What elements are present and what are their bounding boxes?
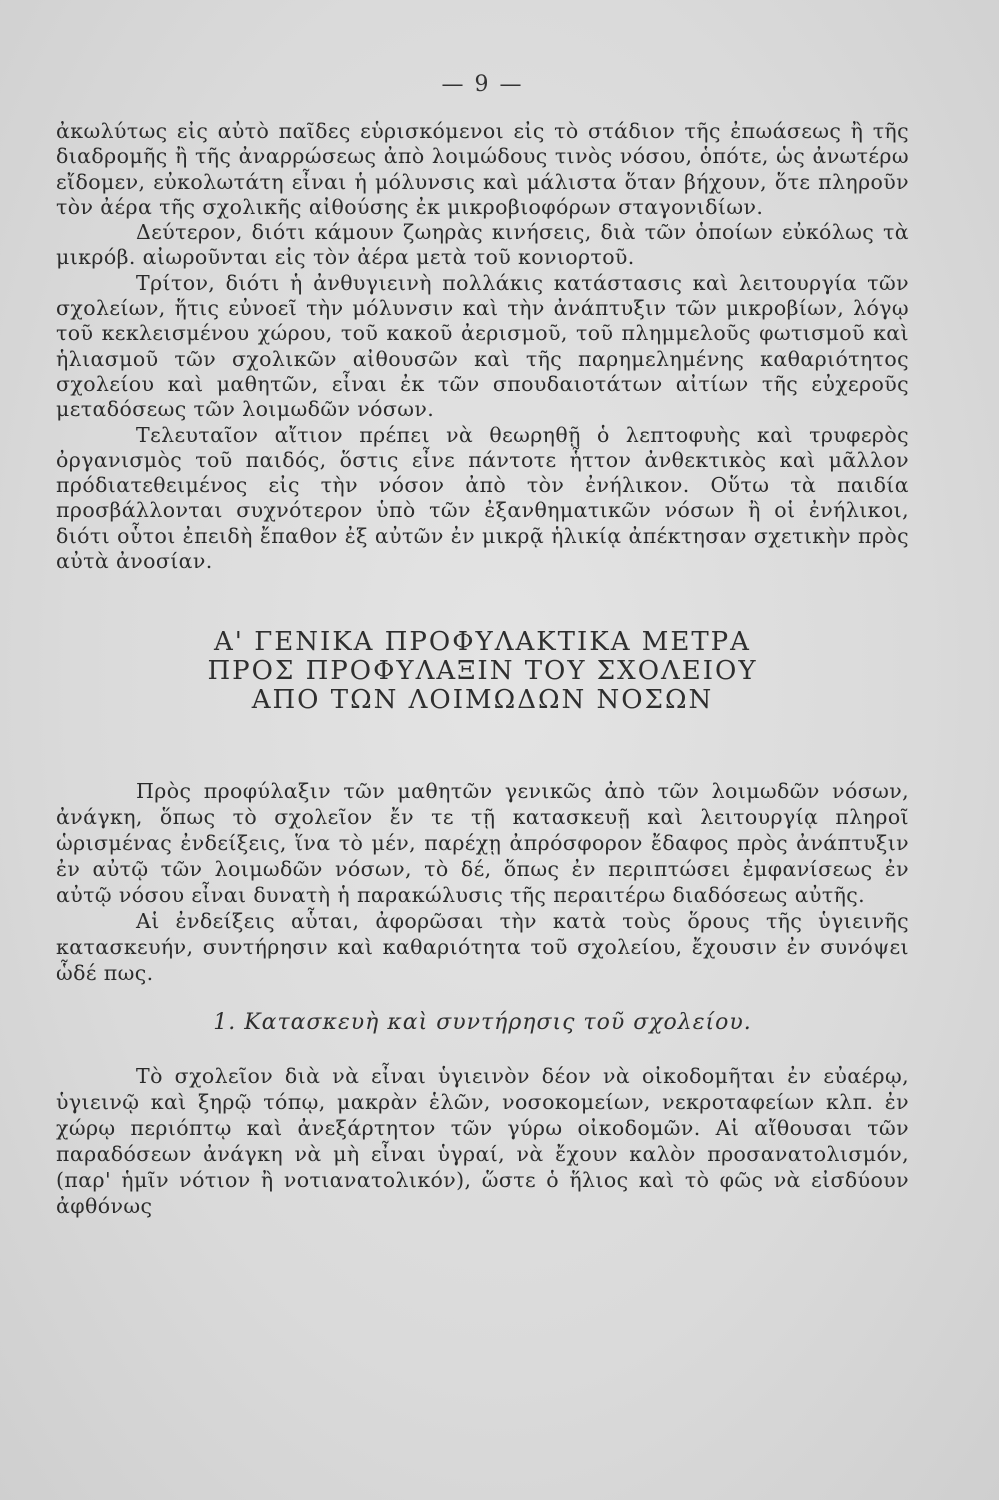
section-heading-line: Α' ΓΕΝΙΚΑ ΠΡΟΦΥΛΑΚΤΙΚΑ ΜΕΤΡΑ <box>214 627 751 658</box>
section-heading-line: ΠΡΟΣ ΠΡΟΦΥΛΑΞΙΝ ΤΟΥ ΣΧΟΛΕΙΟΥ <box>207 656 758 687</box>
page-number: — 9 — <box>441 72 524 97</box>
paragraph: Τὸ σχολεῖον διὰ νὰ εἶναι ὑγιεινὸν δέον νὰ οἰκοδομῆται ἐν εὐαέρῳ, ὑγιεινῷ καὶ ξηρῷ τόπῳ, μακρὰν ἑλῶν, νοσοκομείων, νεκροταφείων κλπ. ἐν χώρῳ περιόπτῳ καὶ ἀνεξάρτητον τῶν γύρω οἰκοδομῶν. Αἱ αἴθουσαι τῶν παραδόσεων ἀνάγκη νὰ μὴ εἶναι ὑγραί, νὰ ἔχουν καλὸν προσανατολισμόν, (παρ' ἡμῖν νότιον ἢ νοτιανατολικόν), ὥστε ὁ ἥλιος καὶ τὸ φῶς νὰ εἰσδύουν ἀφθόνως <box>56 1064 909 1219</box>
paragraph: Πρὸς προφύλαξιν τῶν μαθητῶν γενικῶς ἀπὸ τῶν λοιμωδῶν νόσων, ἀνάγκη, ὅπως τὸ σχολεῖον ἔν τε τῇ κατασκευῇ καὶ λειτουργίᾳ πληροῖ ὡρισμένας ἐνδείξεις, ἵνα τὸ μέν, παρέχῃ ἀπρόσφορον ἔδαφος πρὸς ἀνάπτυξιν ἐν αὐτῷ τῶν λοιμωδῶν νόσων, τὸ δέ, ὅπως ἐν περιπτώσει ἐμφανίσεως ἐν αὐτῷ νόσου εἶναι δυνατὴ ἡ παρακώλυσις τῆς περαιτέρω διαδόσεως αὐτῆς. <box>56 779 909 908</box>
section-heading <box>56 628 909 715</box>
paragraph: Δεύτερον, διότι κάμουν ζωηρὰς κινήσεις, διὰ τῶν ὁποίων εὐκόλως τὰ μικρόβ. αἰωροῦνται εἰς τὸν ἀέρα μετὰ τοῦ κονιορτοῦ. <box>56 220 909 270</box>
paragraph: Τρίτον, διότι ἡ ἀνθυγιεινὴ πολλάκις κατάστασις καὶ λειτουργία τῶν σχολείων, ἥτις εὐνοεῖ τὴν μόλυνσιν καὶ τὴν ἀνάπτυξιν τῶν μικροβίων, λόγῳ τοῦ κεκλεισμένου χώρου, τοῦ κακοῦ ἀερισμοῦ, τοῦ πλημμελοῦς φωτισμοῦ καὶ ἡλιασμοῦ τῶν σχολικῶν αἰθουσῶν καὶ τῆς παρημελημένης καθαριότητος σχολείου καὶ μαθητῶν, εἶναι ἐκ τῶν σπουδαιοτάτων αἰτίων τῆς εὐχεροῦς μεταδόσεως τῶν λοιμωδῶν νόσων. <box>56 270 909 422</box>
section-text <box>56 778 909 986</box>
paragraph: Αἱ ἐνδείξεις αὗται, ἀφορῶσαι τὴν κατὰ τοὺς ὅρους τῆς ὑγιεινῆς κατασκευήν, συντήρησιν καὶ καθαριότητα τοῦ σχολείου, ἔχουσιν ἐν συνόψει ὧδέ πως. <box>56 909 909 986</box>
subsection-text <box>56 1063 909 1219</box>
body-text <box>56 119 909 574</box>
paragraph: ἀκωλύτως εἰς αὐτὸ παῖδες εὑρισκόμενοι εἰς τὸ στάδιον τῆς ἐπωάσεως ἢ τῆς διαδρομῆς ἢ τῆς ἀναρρώσεως ἀπὸ λοιμώδους τινὸς νόσου, ὁπότε, ὡς ἀνωτέρω εἴδομεν, εὐκολωτάτη εἶναι ἡ μόλυνσις καὶ μάλιστα ὅταν βήχουν, ὅτε πληροῦν τὸν ἀέρα τῆς σχολικῆς αἰθούσης ἐκ μικροβιοφόρων σταγονιδίων. <box>56 119 909 219</box>
subsection-heading: 1. Κατασκευὴ καὶ συντήρησις τοῦ σχολείου. <box>213 1010 752 1036</box>
paragraph: Τελευταῖον αἴτιον πρέπει νὰ θεωρηθῇ ὁ λεπτοφυὴς καὶ τρυφερὸς ὀργανισμὸς τοῦ παιδός, ὅστις εἶνε πάντοτε ἧττον ἀνθεκτικὸς καὶ μᾶλλον πρόδιατεθειμένος εἰς τὴν νόσον ἀπὸ τὸν ἐνήλικον. Οὕτω τὰ παιδία προσβάλλονται συχνότερον ὑπὸ τῶν ἐξανθηματικῶν νόσων ἢ οἱ ἐνήλικοι, διότι οὗτοι ἐπειδὴ ἔπαθον ἐξ αὐτῶν ἐν μικρᾷ ἡλικίᾳ ἀπέκτησαν σχετικὴν πρὸς αὐτὰ ἀνοσίαν. <box>56 422 909 574</box>
section-heading-line: ΑΠΟ ΤΩΝ ΛΟΙΜΩΔΩΝ ΝΟΣΩΝ <box>251 685 714 716</box>
